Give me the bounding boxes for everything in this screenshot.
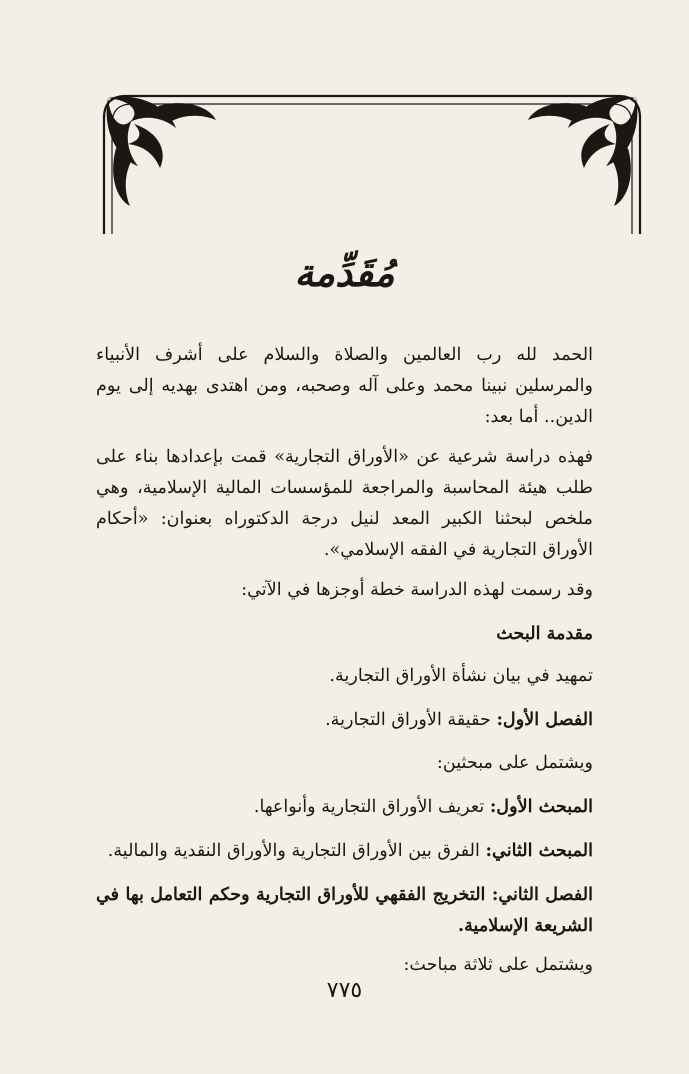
section-1-label: المبحث الأول: xyxy=(489,796,593,817)
chapter-2-text: التخريج الفقهي للأوراق التجارية وحكم التعامل بها في الشريعة الإسلامية. xyxy=(96,884,593,936)
paragraph-intro: فهذه دراسة شرعية عن «الأوراق التجارية» قمت بإعدادها بناء على طلب هيئة المحاسبة والمراجعة للمؤسسات المالية الإسلامية، وهي ملخص لبحثنا الكبير المعد لنيل درجة الدكتوراه بعنوان: «أحكام الأوراق التجارية في الفقه الإسلامي». xyxy=(96,447,593,560)
page-number: ٧٧٥ xyxy=(326,978,363,1003)
paragraph-plan: وقد رسمت لهذه الدراسة خطة أوجزها في الآتي: xyxy=(241,580,593,600)
line-contains-three: ويشتمل على ثلاثة مباحث: xyxy=(403,955,593,975)
chapter-2-label: الفصل الثاني: xyxy=(491,884,593,905)
chapter-2 xyxy=(96,879,593,941)
heading-intro: مقدمة البحث xyxy=(496,623,593,644)
body-text xyxy=(96,340,593,993)
paragraph-praise: الحمد لله رب العالمين والصلاة والسلام على أشرف الأنبياء والمرسلين نبينا محمد وعلى آله وصحبه، ومن اهتدى بهديه إلى يوم الدين.. أما بعد: xyxy=(96,345,593,427)
right-corner-ornament xyxy=(528,97,637,206)
ornamental-header-frame xyxy=(98,88,646,238)
section-2-label: المبحث الثاني: xyxy=(485,840,593,861)
chapter-1-label: الفصل الأول: xyxy=(496,709,593,730)
section-2-text: الفرق بين الأوراق التجارية والأوراق النقدية والمالية. xyxy=(107,841,480,861)
chapter-1 xyxy=(96,704,593,736)
section-2 xyxy=(96,835,593,867)
line-contains-two: ويشتمل على مبحثين: xyxy=(436,753,593,773)
section-1-text: تعريف الأوراق التجارية وأنواعها. xyxy=(253,797,485,817)
line-tamheed: تمهيد في بيان نشأة الأوراق التجارية. xyxy=(329,666,593,686)
chapter-1-text: حقيقة الأوراق التجارية. xyxy=(325,710,491,730)
left-corner-ornament xyxy=(107,97,216,206)
page-title: مُقَدِّمة xyxy=(294,250,395,295)
section-1 xyxy=(96,791,593,823)
